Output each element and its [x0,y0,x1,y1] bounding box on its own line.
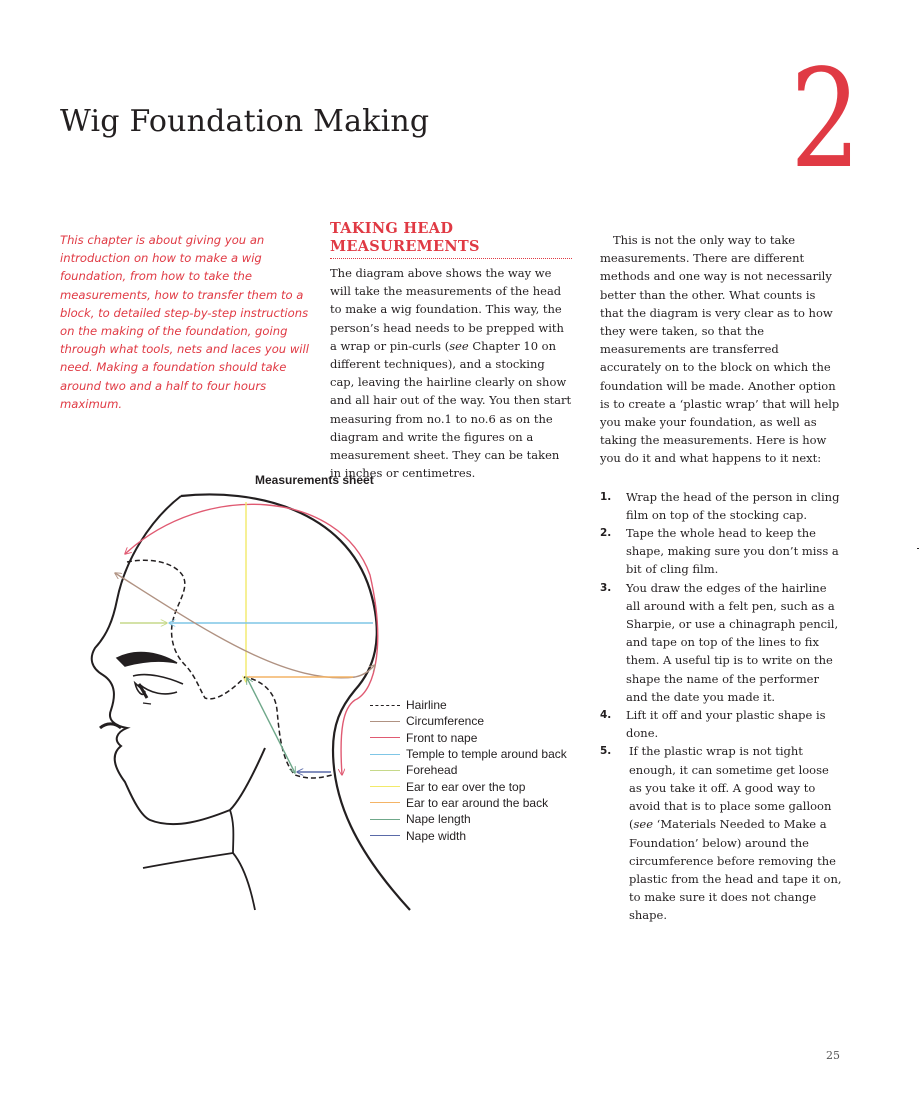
legend-swatch [370,721,400,722]
face-outline [92,496,265,824]
text-column-right [600,231,842,925]
list-item [600,579,842,706]
head-measurements-diagram [55,470,585,920]
list-text: Lift it off and your plastic shape is done. [626,708,826,741]
list-number: 4. [600,709,612,722]
paragraph-1-part-b: Chapter 10 on different techniques), and a stocking cap, leaving the hairline clearly on show and all hair out of the way. You then start measuring from no.1 to no.6 as on the diagram and write the figures on a measurement sheet. They can be taken in inches or centimetres. [330,338,572,481]
legend-swatch [370,819,400,820]
legend-item-hairline [370,697,567,713]
legend-item-circumference [370,713,567,729]
neck-outline [143,853,255,910]
front-to-nape-line [125,504,378,775]
legend-item-front-to-nape [370,730,567,746]
list-number: 1. [600,490,612,503]
section-heading: TAKING HEAD MEASUREMENTS [330,220,572,259]
legend-label: Ear to ear over the top [406,779,526,794]
legend-item-nape-width [370,827,567,843]
legend-item-ear-to-ear-over-top [370,778,567,794]
list-text-see: see [633,817,654,832]
paragraph-2: This is not the only way to take measurements. There are different methods and one way is not necessarily better than the other. What counts is that the diagram is very clear as to how they were taken, so that the measurements are transferred accurately on to the block on which the foundation will be made. Another option is to create a ‘plastic wrap’ that will help you make your foundation, as well as taking the measurements. Here is how you do it and what happens to it next: [600,233,840,466]
circumference-line [115,573,375,678]
list-text-part-b: ‘Materials Needed to Make a Foundation’ below) around the circumference before removing the plastic from the head and tape it on, to make sure it does not change shape. [629,817,842,923]
hairline-path [127,560,332,778]
list-item [600,488,842,524]
legend-label: Front to nape [406,730,478,745]
list-number: 2. [600,527,612,540]
legend-swatch [370,802,400,803]
paragraph-1 [330,264,572,482]
list-text: Tape the whole head to keep the shape, making sure you don’t miss a bit of cling film. [626,526,839,577]
page-number: 25 [826,1049,840,1062]
list-text: You draw the edges of the hairline all around with a felt pen, such as a Sharpie, or use a chinagraph pencil, and tape on top of the lines to fix them. A useful tip is to write on the shape the name of the performer and the date you made it. [626,580,839,704]
chapter-number: 2 [790,41,861,199]
head-profile-illustration [55,470,585,920]
chapter-intro: This chapter is about giving you an introduction on how to make a wig foundation, from how to take the measurements, how to transfer them to a block, to detailed step-by-step instructions on the making of the foundation, going through what tools, nets and laces you will need. Making a foundation should take around two and a half to four hours maximum. [60,233,309,411]
list-text-part-a: If the plastic wrap is not tight enough, it can sometime get loose as you take it off. A good way to avoid that is to place some galloon ( [629,744,832,832]
legend-swatch [370,786,400,787]
legend-label: Nape width [406,828,467,843]
legend-label: Circumference [406,714,485,729]
legend-label: Forehead [406,763,458,778]
list-number: 3. [600,581,612,594]
chapter-title: Wig Foundation Making [60,104,430,139]
list-item [600,706,842,742]
eyebrow [117,653,177,666]
list-item [600,742,842,924]
diagram-legend [370,697,567,844]
legend-swatch [370,705,400,706]
steps-list [600,488,842,925]
legend-label: Hairline [406,698,447,713]
legend-swatch [370,770,400,771]
paragraph-1-see: see [449,338,469,353]
list-text: Wrap the head of the person in cling film on top of the stocking cap. [626,489,840,522]
diagram-title: Measurements sheet [255,473,374,487]
list-item [600,524,842,579]
list-number: 5. [600,745,612,758]
legend-item-nape-length [370,811,567,827]
legend-label: Nape length [406,812,471,827]
legend-label: Ear to ear around the back [406,795,549,810]
legend-swatch [370,737,400,738]
nostril [100,724,121,728]
legend-swatch [370,754,400,755]
legend-label: Temple to temple around back [406,747,567,762]
paragraph-1-part-a: The diagram above shows the way we will take the measurements of the head to make a wig foundation. This way, the person’s head needs to be prepped with a wrap or pin-curls ( [330,266,564,353]
text-column-middle [330,220,572,482]
legend-swatch [370,835,400,836]
legend-item-temple-to-temple [370,746,567,762]
legend-item-ear-to-ear-around-back [370,795,567,811]
legend-item-forehead [370,762,567,778]
